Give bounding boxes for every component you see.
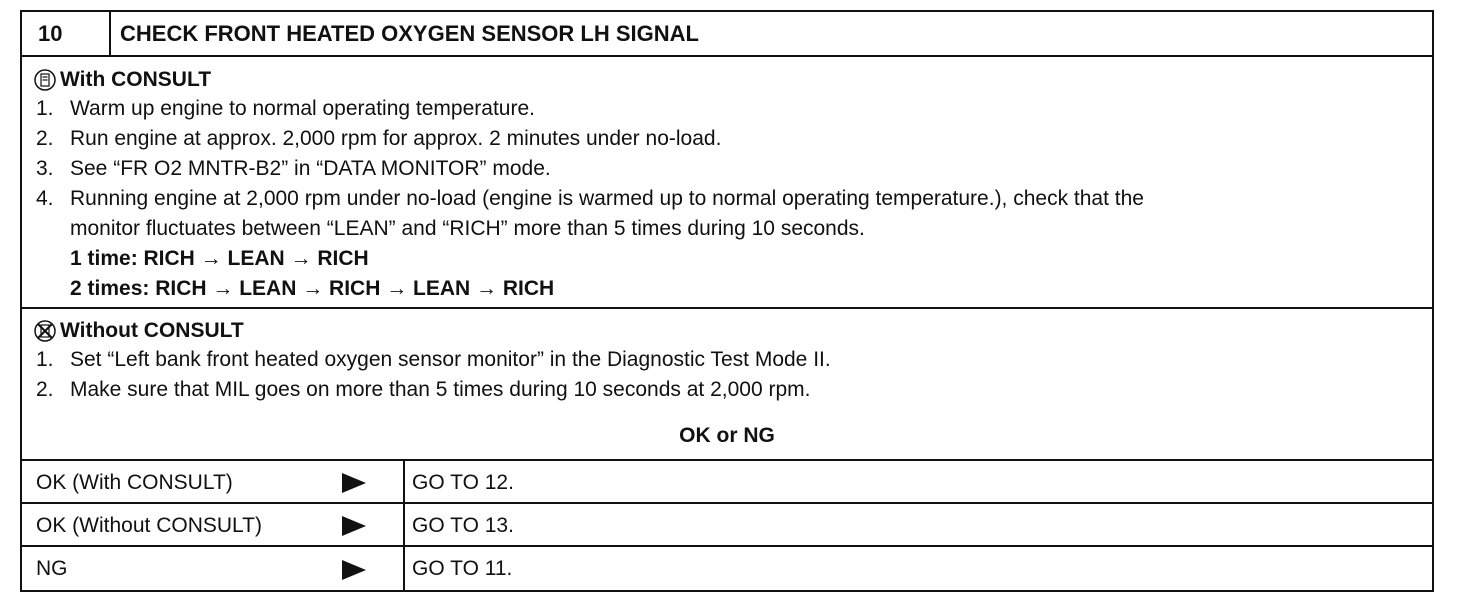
example-one-cycle: 1 time: RICH → LEAN → RICH <box>70 247 369 270</box>
with-consult-section <box>22 57 1432 309</box>
column-divider <box>403 504 405 545</box>
list-item-num: 2. <box>36 378 54 401</box>
result-row <box>22 461 1432 504</box>
example-two-cycles: 2 times: RICH → LEAN → RICH → LEAN → RICH <box>70 277 555 300</box>
result-heading: OK or NG <box>679 424 775 447</box>
list-item: Set “Left bank front heated oxygen sensor monitor” in the Diagnostic Test Mode II. <box>70 348 831 371</box>
list-item-num: 1. <box>36 348 54 371</box>
list-item: Warm up engine to normal operating temperature. <box>70 97 535 120</box>
list-item-num: 4. <box>36 187 54 210</box>
result-row <box>22 504 1432 547</box>
list-item: Running engine at 2,000 rpm under no-load (engine is warmed up to normal operating temperature.), check that the <box>70 187 1144 210</box>
list-item: Run engine at approx. 2,000 rpm for approx. 2 minutes under no-load. <box>70 127 722 150</box>
step-number: 10 <box>22 12 111 55</box>
result-action: GO TO 12. <box>412 471 514 494</box>
without-consult-heading: Without CONSULT <box>60 319 244 342</box>
result-row <box>22 547 1432 592</box>
column-divider <box>403 461 405 502</box>
arrow-right-icon <box>342 473 366 493</box>
result-condition: OK (With CONSULT) <box>36 471 233 494</box>
result-action: GO TO 11. <box>412 557 513 580</box>
procedure-table <box>20 10 1434 592</box>
result-condition: OK (Without CONSULT) <box>36 514 262 537</box>
consult-tool-icon <box>34 69 56 91</box>
step-header <box>22 12 1432 57</box>
without-consult-section <box>22 309 1432 461</box>
result-action: GO TO 13. <box>412 514 514 537</box>
arrow-right-icon <box>342 560 366 580</box>
list-item-num: 3. <box>36 157 54 180</box>
list-item: See “FR O2 MNTR-B2” in “DATA MONITOR” mode. <box>70 157 551 180</box>
with-consult-heading: With CONSULT <box>60 68 212 91</box>
list-item-num: 1. <box>36 97 54 120</box>
step-title: CHECK FRONT HEATED OXYGEN SENSOR LH SIGNAL <box>120 21 699 46</box>
result-condition: NG <box>36 557 68 580</box>
no-consult-icon <box>34 320 56 342</box>
column-divider <box>403 547 405 592</box>
arrow-right-icon <box>342 516 366 536</box>
list-item-continuation: monitor fluctuates between “LEAN” and “RICH” more than 5 times during 10 seconds. <box>70 217 865 240</box>
list-item-num: 2. <box>36 127 54 150</box>
list-item: Make sure that MIL goes on more than 5 times during 10 seconds at 2,000 rpm. <box>70 378 811 401</box>
